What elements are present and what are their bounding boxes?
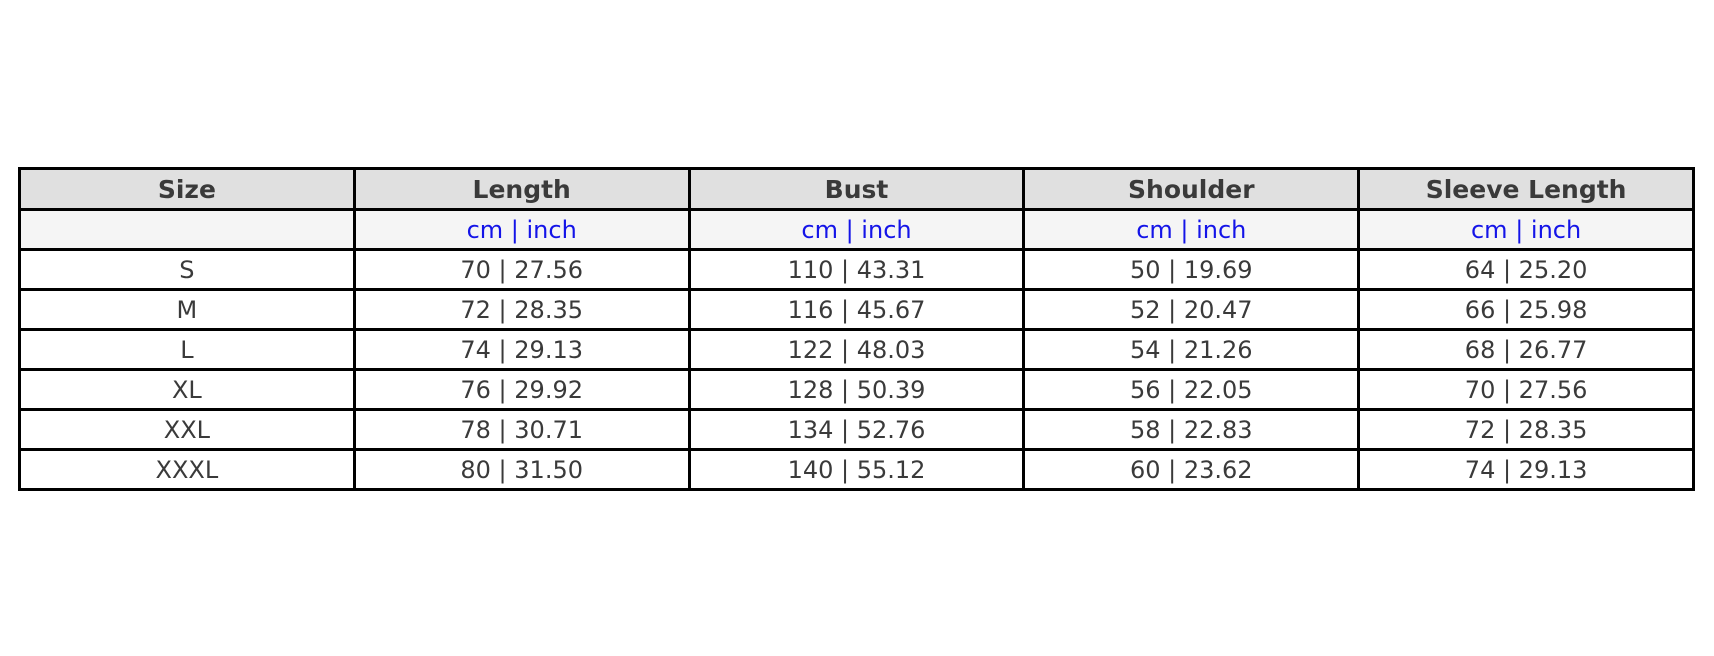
column-header-sleeve-length: Sleeve Length — [1359, 169, 1694, 210]
cell-length: 76 | 29.92 — [354, 370, 689, 410]
units-cell-shoulder: cm | inch — [1024, 210, 1359, 250]
units-cell-bust: cm | inch — [689, 210, 1024, 250]
table-row-xxxl — [20, 450, 1694, 490]
cell-sleeve-length: 64 | 25.20 — [1359, 250, 1694, 290]
cell-size: S — [20, 250, 355, 290]
cell-length: 78 | 30.71 — [354, 410, 689, 450]
size-chart-table — [18, 167, 1695, 491]
cell-bust: 134 | 52.76 — [689, 410, 1024, 450]
units-cell-size — [20, 210, 355, 250]
cell-length: 72 | 28.35 — [354, 290, 689, 330]
table-row-m — [20, 290, 1694, 330]
table-row-xxl — [20, 410, 1694, 450]
cell-shoulder: 56 | 22.05 — [1024, 370, 1359, 410]
cell-bust: 128 | 50.39 — [689, 370, 1024, 410]
column-header-shoulder: Shoulder — [1024, 169, 1359, 210]
cell-sleeve-length: 70 | 27.56 — [1359, 370, 1694, 410]
cell-shoulder: 54 | 21.26 — [1024, 330, 1359, 370]
cell-bust: 110 | 43.31 — [689, 250, 1024, 290]
column-header-length: Length — [354, 169, 689, 210]
cell-bust: 122 | 48.03 — [689, 330, 1024, 370]
cell-length: 80 | 31.50 — [354, 450, 689, 490]
units-row — [20, 210, 1694, 250]
cell-shoulder: 60 | 23.62 — [1024, 450, 1359, 490]
table-row-s — [20, 250, 1694, 290]
cell-bust: 140 | 55.12 — [689, 450, 1024, 490]
table-row-xl — [20, 370, 1694, 410]
cell-size: XL — [20, 370, 355, 410]
cell-length: 70 | 27.56 — [354, 250, 689, 290]
units-cell-sleeve-length: cm | inch — [1359, 210, 1694, 250]
column-header-size: Size — [20, 169, 355, 210]
cell-size: XXXL — [20, 450, 355, 490]
units-cell-length: cm | inch — [354, 210, 689, 250]
cell-sleeve-length: 74 | 29.13 — [1359, 450, 1694, 490]
cell-size: XXL — [20, 410, 355, 450]
cell-sleeve-length: 72 | 28.35 — [1359, 410, 1694, 450]
table-row-l — [20, 330, 1694, 370]
cell-shoulder: 52 | 20.47 — [1024, 290, 1359, 330]
cell-shoulder: 58 | 22.83 — [1024, 410, 1359, 450]
cell-sleeve-length: 66 | 25.98 — [1359, 290, 1694, 330]
cell-size: L — [20, 330, 355, 370]
cell-bust: 116 | 45.67 — [689, 290, 1024, 330]
column-header-bust: Bust — [689, 169, 1024, 210]
cell-length: 74 | 29.13 — [354, 330, 689, 370]
cell-sleeve-length: 68 | 26.77 — [1359, 330, 1694, 370]
cell-shoulder: 50 | 19.69 — [1024, 250, 1359, 290]
cell-size: M — [20, 290, 355, 330]
header-row — [20, 169, 1694, 210]
